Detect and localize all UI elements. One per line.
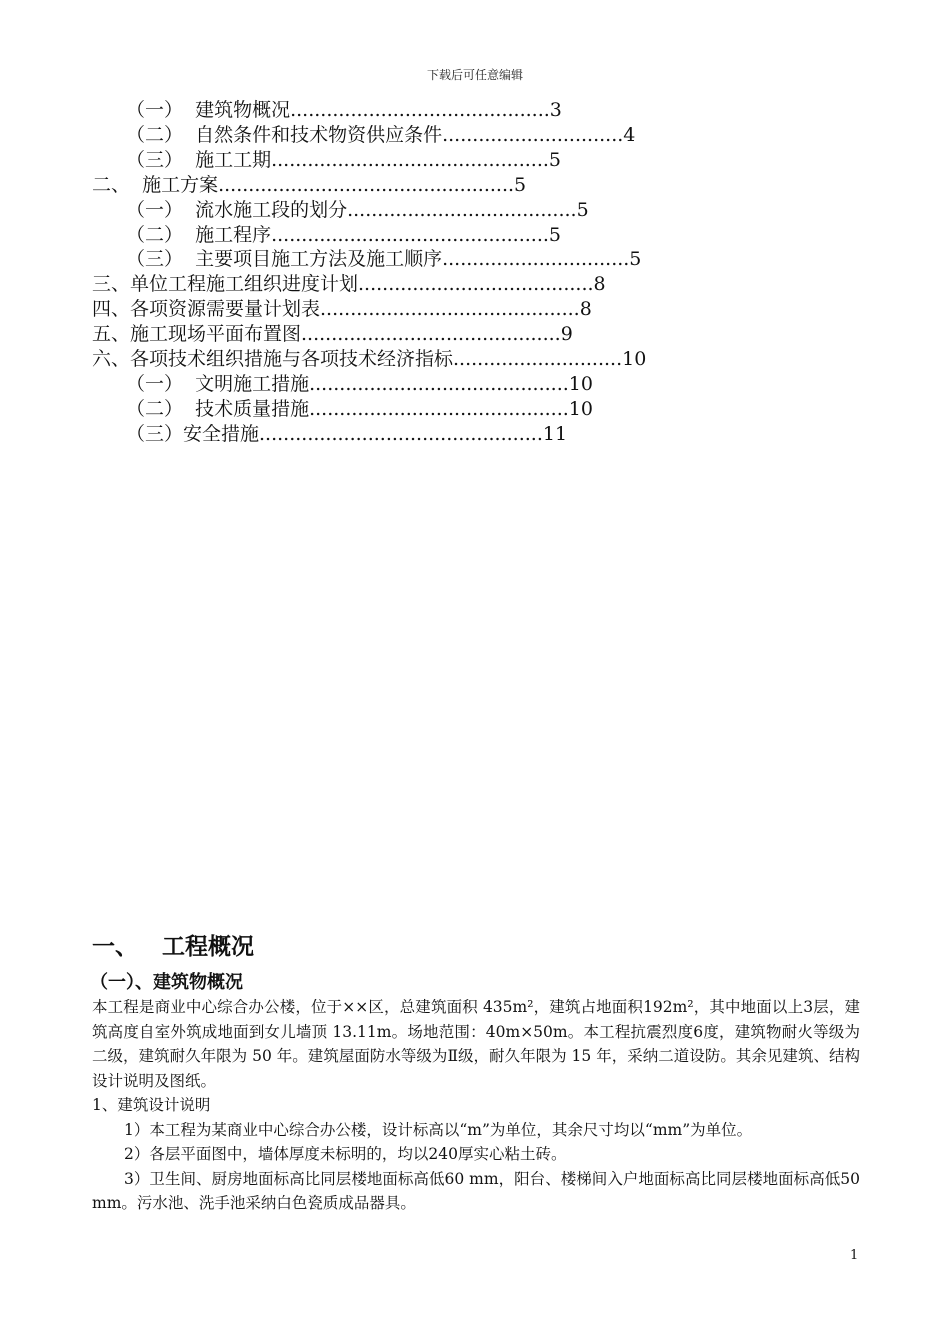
paragraph: 1、建筑设计说明	[92, 1096, 211, 1114]
body-text	[92, 995, 860, 1216]
paragraph: 3）卫生间、厨房地面标高比同层楼地面标高低60 mm，阳台、楼梯间入户地面标高比同层楼地面标高低50 mm。污水池、洗手池采纳白色瓷质成品器具。	[92, 1169, 860, 1212]
toc-entry-text: 五、施工现场平面布置图...........................................9	[92, 323, 573, 346]
toc-entry[interactable]	[92, 198, 860, 223]
toc-entry[interactable]	[92, 422, 860, 447]
toc-entry[interactable]	[92, 297, 860, 322]
page-number: 1	[850, 1248, 859, 1263]
subsection-title: （一）、建筑物概况	[90, 972, 243, 993]
toc-entry-text: 六、各项技术组织措施与各项技术经济指标............................10	[92, 348, 647, 371]
toc-entry[interactable]	[92, 148, 860, 173]
header-note: 下载后可任意编辑	[426, 68, 523, 82]
paragraph: 2）各层平面图中，墙体厚度未标明的，均以240厚实心粘土砖。	[124, 1145, 567, 1163]
toc-entry-text: 二、 施工方案.................................................5	[92, 173, 527, 196]
section-title: 一、 工程概况	[92, 934, 255, 960]
toc-entry[interactable]	[92, 123, 860, 148]
toc-entry-text: （三） 主要项目施工方法及施工顺序...............................5	[126, 248, 642, 271]
toc-entry[interactable]	[92, 272, 860, 297]
toc-entry-text: （一） 流水施工段的划分......................................5	[126, 198, 589, 221]
toc-entry-text: （二） 施工程序..............................................5	[126, 223, 561, 246]
toc-entry[interactable]	[92, 247, 860, 272]
toc-entry-text: 四、各项资源需要量计划表...........................................8	[92, 298, 592, 321]
table-of-contents	[92, 98, 860, 447]
toc-entry-text: （二） 技术质量措施...........................................10	[126, 397, 593, 420]
paragraph: 本工程是商业中心综合办公楼，位于××区，总建筑面积 435m²，建筑占地面积192m²，其中地面以上3层，建筑高度自室外筑成地面到女儿墙顶 13.11m。场地范围：40m×50m。本工程抗震烈度6度，建筑物耐火等级为二级，建筑耐久年限为 50 年。建筑屋面防水等级为Ⅱ级，耐久年限为 15 年，采纳二道设防。其余见建筑、结构设计说明及图纸。	[92, 998, 860, 1090]
toc-entry[interactable]	[92, 173, 860, 198]
toc-entry-text: （三） 施工工期..............................................5	[126, 148, 561, 171]
toc-entry[interactable]	[92, 372, 860, 397]
toc-entry-text: （二） 自然条件和技术物资供应条件..............................4	[126, 123, 636, 146]
toc-entry-text: （一） 建筑物概况...........................................3	[126, 99, 562, 121]
toc-entry[interactable]	[92, 347, 860, 372]
toc-entry-text: （三）安全措施...............................................11	[126, 422, 568, 445]
toc-entry[interactable]	[92, 98, 860, 123]
toc-entry-text: 三、单位工程施工组织进度计划.......................................8	[92, 273, 606, 296]
toc-entry[interactable]	[92, 397, 860, 422]
toc-entry-text: （一） 文明施工措施...........................................10	[126, 372, 593, 395]
toc-entry[interactable]	[92, 322, 860, 347]
toc-entry[interactable]	[92, 223, 860, 248]
paragraph: 1）本工程为某商业中心综合办公楼，设计标高以“m”为单位，其余尺寸均以“mm”为单位。	[124, 1120, 753, 1139]
